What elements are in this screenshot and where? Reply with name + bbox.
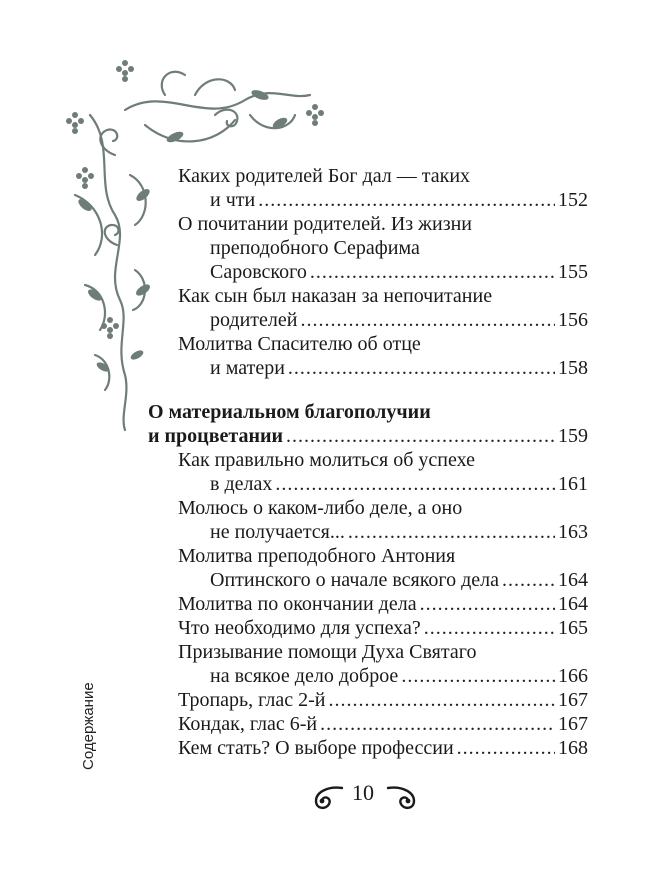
right-swirl-icon bbox=[386, 784, 420, 814]
toc-entry-line: Молитва преподобного Антония bbox=[178, 545, 456, 567]
page-number: 152 bbox=[558, 189, 588, 211]
running-header-vertical: Содержание bbox=[80, 682, 97, 770]
toc-entry-row[interactable] bbox=[210, 520, 588, 544]
toc-entry-text: Кондак, глас 6-й bbox=[178, 713, 318, 735]
page-number: 159 bbox=[558, 425, 588, 447]
page-number: 156 bbox=[558, 309, 588, 331]
toc-entry-line: Как сын был наказан за непочитание bbox=[178, 285, 493, 307]
toc-entry-text: родителей bbox=[210, 309, 298, 331]
toc-entry-line: Как правильно молиться об успехе bbox=[178, 449, 475, 471]
dot-leader bbox=[286, 424, 555, 448]
toc-entry-text: Оптинского о начале всякого дела bbox=[210, 569, 500, 591]
page-folio bbox=[310, 778, 420, 818]
toc-entry-row[interactable] bbox=[210, 308, 588, 332]
toc-entry-line: Молитва Спасителю об отце bbox=[178, 333, 421, 355]
page-number: 163 bbox=[558, 521, 588, 543]
toc-entry-text: Кем стать? О выборе профессии bbox=[178, 737, 454, 759]
toc-entry-text: и чти bbox=[210, 189, 256, 211]
toc-entry-line: О почитании родителей. Из жизни bbox=[178, 213, 473, 235]
page-number: 167 bbox=[558, 713, 588, 735]
section-heading-text: и процветании bbox=[148, 425, 284, 447]
page-number: 167 bbox=[558, 689, 588, 711]
dot-leader bbox=[348, 520, 555, 544]
dot-leader bbox=[420, 592, 555, 616]
page-number-footer: 10 bbox=[352, 780, 374, 805]
toc-entry-line: преподобного Серафима bbox=[210, 237, 420, 259]
toc-entry-text: на всякое дело доброе bbox=[210, 665, 399, 687]
dot-leader bbox=[457, 736, 555, 760]
dot-leader bbox=[424, 616, 555, 640]
dot-leader bbox=[328, 688, 555, 712]
toc-entry-text: и матери bbox=[210, 357, 285, 379]
toc-entry-row[interactable] bbox=[178, 736, 588, 760]
toc-entry-text: Что необходимо для успеха? bbox=[178, 617, 421, 639]
page-number: 161 bbox=[558, 473, 588, 495]
page-number: 158 bbox=[558, 357, 588, 379]
section-heading: О материальном благополучии bbox=[148, 401, 431, 423]
page-number: 165 bbox=[558, 617, 588, 639]
page-number: 155 bbox=[558, 261, 588, 283]
page-number: 166 bbox=[558, 665, 588, 687]
toc-entry-line: Призывание помощи Духа Святаго bbox=[178, 641, 477, 663]
toc-entry-row[interactable] bbox=[210, 260, 588, 284]
toc-entry-row[interactable] bbox=[210, 356, 588, 380]
page-number: 168 bbox=[558, 737, 588, 759]
toc-entry-text: не получается... bbox=[210, 521, 345, 543]
dot-leader bbox=[401, 664, 555, 688]
toc-entry-row[interactable] bbox=[210, 664, 588, 688]
dot-leader bbox=[502, 568, 555, 592]
page-number: 164 bbox=[558, 569, 588, 591]
toc-entry-line: Молюсь о каком-либо деле, а оно bbox=[178, 497, 463, 519]
toc-entry-row[interactable] bbox=[178, 592, 588, 616]
toc-entry-row[interactable] bbox=[210, 568, 588, 592]
section-heading-row[interactable] bbox=[148, 424, 588, 448]
toc-entry-row[interactable] bbox=[178, 712, 588, 736]
left-swirl-icon bbox=[310, 784, 344, 814]
toc-entry-text: Молитва по окончании дела bbox=[178, 593, 417, 615]
dot-leader bbox=[275, 472, 555, 496]
toc-entry-row[interactable] bbox=[210, 188, 588, 212]
page-number: 164 bbox=[558, 593, 588, 615]
toc-entry-text: Тропарь, глас 2-й bbox=[178, 689, 326, 711]
dot-leader bbox=[300, 308, 555, 332]
dot-leader bbox=[258, 188, 555, 212]
toc-entry-row[interactable] bbox=[178, 688, 588, 712]
toc-entry-row[interactable] bbox=[178, 616, 588, 640]
dot-leader bbox=[310, 260, 555, 284]
dot-leader bbox=[288, 356, 555, 380]
dot-leader bbox=[320, 712, 555, 736]
toc-entry-text: в делах bbox=[210, 473, 273, 495]
toc-entry-row[interactable] bbox=[210, 472, 588, 496]
toc-entry-line: Каких родителей Бог дал — таких bbox=[178, 165, 471, 187]
toc-entry-text: Саровского bbox=[210, 261, 307, 283]
